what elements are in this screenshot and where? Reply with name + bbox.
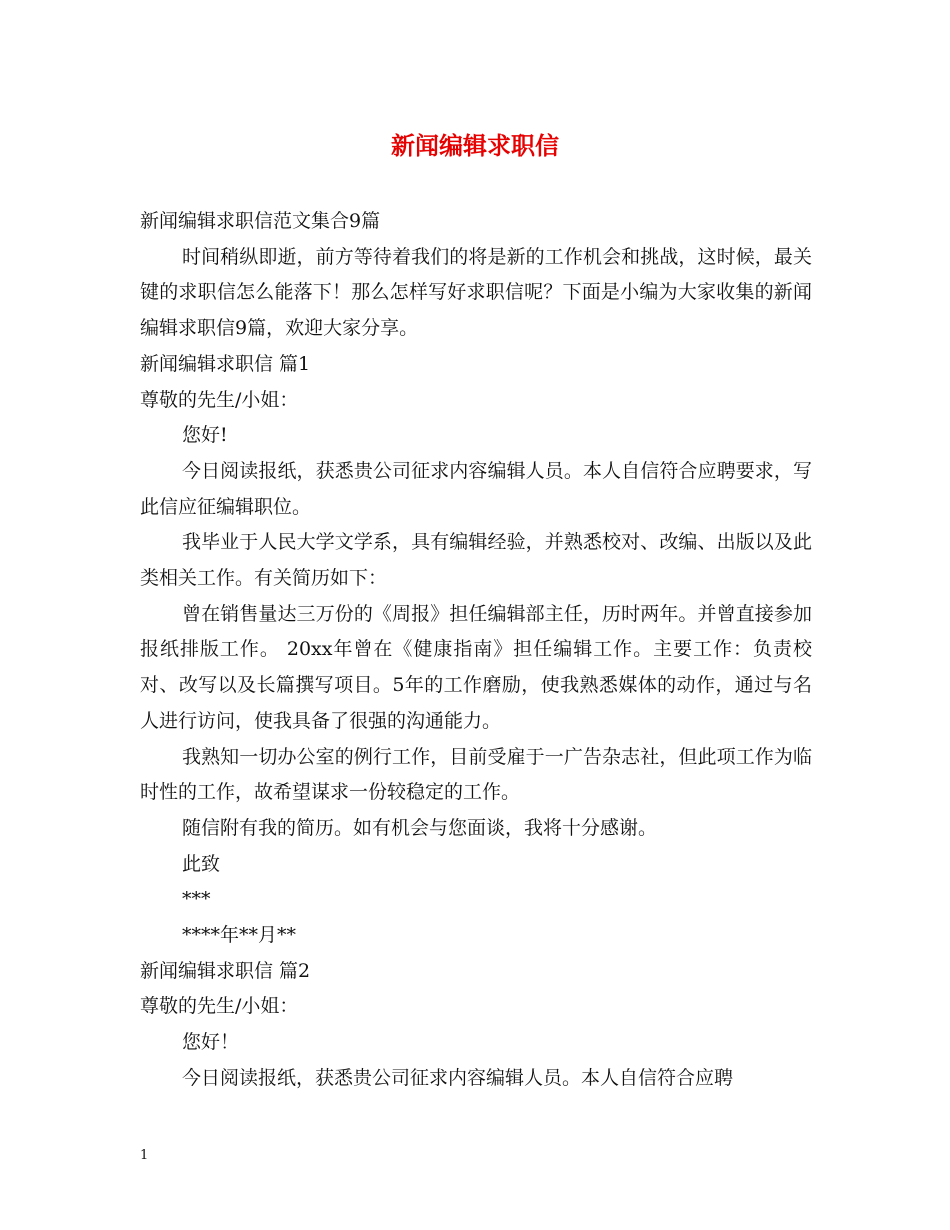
body-paragraph: 曾在销售量达三万份的《周报》担任编辑部主任，历时两年。并曾直接参加报纸排版工作。 20xx年曾在《健康指南》担任编辑工作。主要工作：负责校对、改写以及长篇撰写项目。5年的工作磨励，使我熟悉媒体的动作，通过与名人进行访问，使我具备了很强的沟通能力。: [140, 602, 812, 732]
body-paragraph: 今日阅读报纸，获悉贵公司征求内容编辑人员。本人自信符合应聘: [182, 1066, 734, 1089]
section-heading-1: 新闻编辑求职信 篇1: [140, 352, 311, 375]
document-body: [140, 204, 812, 1097]
salutation-1: 尊敬的先生/小姐：: [140, 388, 299, 411]
body-paragraph: 随信附有我的简历。如有机会与您面谈，我将十分感谢。: [182, 816, 658, 839]
body-paragraph: 我毕业于人民大学文学系，具有编辑经验，并熟悉校对、改编、出版以及此类相关工作。有关简历如下：: [140, 531, 812, 590]
body-paragraph: 今日阅读报纸，获悉贵公司征求内容编辑人员。本人自信符合应聘要求，写此信应征编辑职位。: [140, 459, 812, 518]
intro-paragraph: 时间稍纵即逝，前方等待着我们的将是新的工作机会和挑战，这时候，最关键的求职信怎么能落下！那么怎样写好求职信呢？下面是小编为大家收集的新闻编辑求职信9篇，欢迎大家分享。: [140, 245, 812, 340]
signature: ***: [182, 888, 211, 911]
page-number: 1: [140, 1148, 149, 1163]
section-heading-2: 新闻编辑求职信 篇2: [140, 959, 311, 982]
greeting-2: 您好！: [182, 1031, 240, 1054]
greeting-1: 您好!: [182, 424, 228, 447]
closing: 此致: [182, 852, 221, 875]
intro-heading: 新闻编辑求职信范文集合9篇: [140, 210, 381, 232]
date-line: ****年**月**: [182, 924, 297, 947]
salutation-2: 尊敬的先生/小姐：: [140, 995, 299, 1018]
body-paragraph: 我熟知一切办公室的例行工作，目前受雇于一广告杂志社，但此项工作为临时性的工作，故希望谋求一份较稳定的工作。: [140, 745, 812, 804]
document-title: 新闻编辑求职信: [391, 131, 559, 160]
